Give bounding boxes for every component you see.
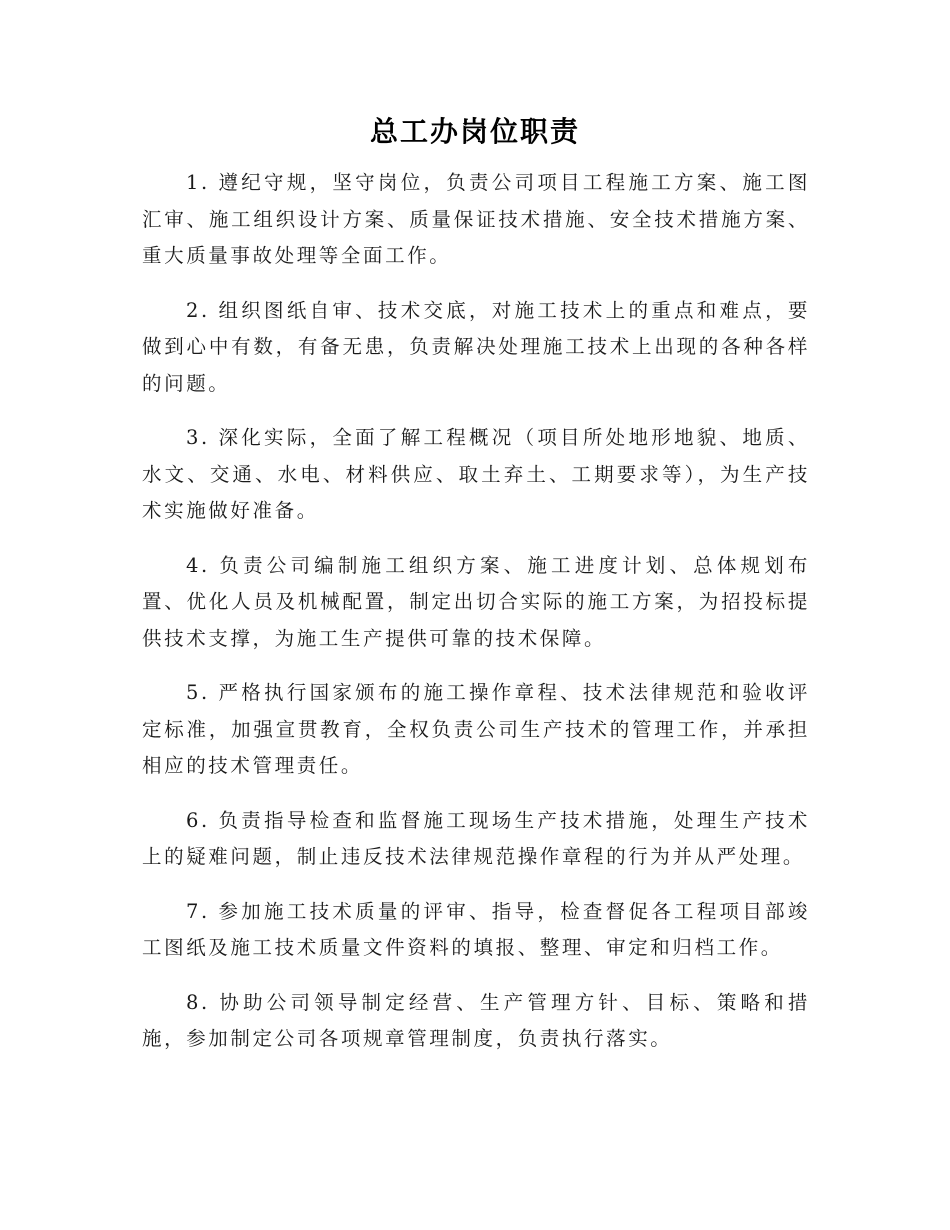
item-number: 1. [186, 171, 210, 194]
list-item [142, 165, 810, 275]
item-number: 5. [186, 681, 210, 704]
item-text: 严格执行国家颁布的施工操作章程、技术法律规范和验收评定标准，加强宣贯教育，全权负责公司生产技术的管理工作，并承担相应的技术管理责任。 [142, 681, 810, 777]
item-text: 深化实际，全面了解工程概况（项目所处地形地貌、地质、水文、交通、水电、材料供应、取土弃土、工期要求等），为生产技术实施做好准备。 [142, 426, 810, 522]
item-number: 2. [186, 298, 210, 322]
item-number: 3. [186, 426, 210, 449]
item-number: 8. [186, 990, 210, 1014]
item-text: 负责公司编制施工组织方案、施工进度计划、总体规划布置、优化人员及机械配置，制定出切合实际的施工方案，为招投标提供技术支撑，为施工生产提供可靠的技术保障。 [142, 553, 810, 650]
item-text: 遵纪守规，坚守岗位，负责公司项目工程施工方案、施工图汇审、施工组织设计方案、质量保证技术措施、安全技术措施方案、重大质量事故处理等全面工作。 [142, 171, 810, 267]
list-item [142, 420, 810, 530]
list-item [142, 985, 810, 1058]
item-number: 4. [186, 553, 210, 577]
item-text: 协助公司领导制定经营、生产管理方针、目标、策略和措施，参加制定公司各项规章管理制度，负责执行落实。 [142, 990, 810, 1050]
list-item [142, 803, 810, 876]
list-item [142, 293, 810, 403]
document-body [142, 165, 810, 1076]
item-number: 7. [186, 899, 210, 923]
list-item [142, 675, 810, 785]
list-item [142, 548, 810, 658]
document-title: 总工办岗位职责 [369, 115, 580, 148]
item-number: 6. [186, 808, 210, 832]
item-text: 负责指导检查和监督施工现场生产技术措施，处理生产技术上的疑难问题，制止违反技术法律规范操作章程的行为并从严处理。 [142, 808, 810, 868]
list-item [142, 894, 810, 967]
item-text: 组织图纸自审、技术交底，对施工技术上的重点和难点，要做到心中有数，有备无患，负责解决处理施工技术上出现的各种各样的问题。 [142, 298, 810, 395]
item-text: 参加施工技术质量的评审、指导，检查督促各工程项目部竣工图纸及施工技术质量文件资料的填报、整理、审定和归档工作。 [142, 899, 810, 959]
